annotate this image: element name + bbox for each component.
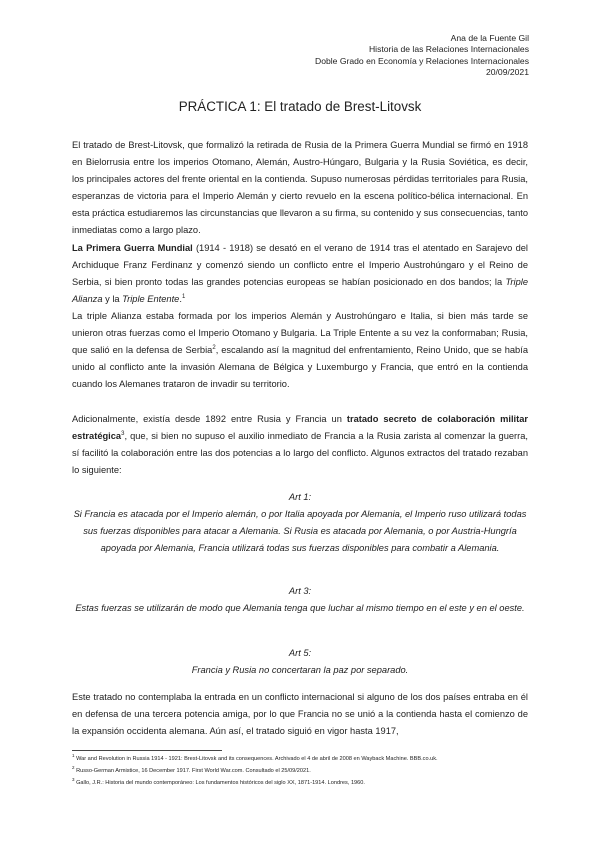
ww1-conjunction: y la: [102, 294, 123, 304]
alliance-text: La triple Alianza estaba formada por los imperios Alemán y Austrohúngaro e Italia, si bien más tarde se unieron otras fuerzas como el Imperio Otomano y Bulgaria. La Triple Entente a su vez la conformaban; Rusia, que salió en la defensa de Serbia: [72, 311, 528, 355]
article-1-heading: Art 1:: [288, 492, 312, 502]
footnote-ref-3[interactable]: 3: [121, 430, 125, 437]
header-author: Ana de la Fuente Gil: [450, 33, 529, 43]
intro-paragraph: El tratado de Brest-Litovsk, que formalizó la retirada de Rusia de la Primera Guerra Mundial se firmó en 1918 en Bielorrusia entre los imperios Otomano, Alemán, Austro-Húngaro, Bulgaria y la Rusia Soviética, es decir, los principales actores del frente oriental en la contienda. Supuso numerosas pérdidas territoriales para Rusia, esperanzas de victoria para el Imperio Alemán y cierto revuelo en la escena político-bélica internacional. En esta práctica estudiaremos las circunstancias que llevaron a su firma, su contenido y sus consecuencias, tanto inmediatas como a largo plazo.: [72, 140, 528, 235]
ww1-text: (1914 - 1918) se desató en el verano de 1914 tras el atentado en Sarajevo del Archiduque Franz Ferdinanz y comenzó siendo un conflicto entre el Imperio Austrohúngaro y el Reino de Serbia, si bien pronto todas las grandes potencias europeas se habían posicionado en dos bandos; la: [72, 243, 528, 287]
document-header: [315, 33, 529, 79]
footnote-1: [72, 753, 528, 765]
footnote-2: [72, 765, 528, 777]
header-course: Historia de las Relaciones Internacionales: [368, 44, 529, 55]
footnote-3: [72, 777, 528, 789]
triple-alianza-term: Triple Alianza: [72, 277, 528, 304]
triple-entente-term: Triple Entente: [122, 294, 180, 304]
header-date: 20/09/2021: [485, 67, 529, 78]
footnote-2-text: Russo-German Armistice, 16 December 1917. First World War.com. Consultado el 25/09/2021.: [76, 768, 311, 774]
footnotes: [72, 753, 528, 789]
ww1-heading: La Primera Guerra Mundial: [72, 243, 193, 253]
alliance-paragraph: [72, 308, 528, 393]
header-degree: Doble Grado en Economía y Relaciones Internacionales: [314, 55, 529, 66]
article-5-heading: Art 5:: [288, 648, 312, 658]
article-5: [72, 645, 528, 679]
footnote-2-number: 2: [72, 765, 75, 771]
footnote-3-text: Gallo, J.R.: Historia del mundo contemporáneo: Los fundamentos históricos del siglo XX, 1871-1914. Londres, 1960.: [76, 780, 365, 786]
footnote-1-text: War and Revolution in Russia 1914 - 1921: Brest-Litovsk and its consequences. Archivado el 4 de abril de 2008 en Wayback Machine. BBB.co.uk.: [76, 756, 438, 762]
footnote-ref-1[interactable]: 1: [181, 293, 186, 300]
footnote-1-number: 1: [72, 753, 75, 759]
closing-section: [72, 689, 528, 740]
secret-treaty-section: [72, 411, 528, 479]
secret-treaty-term: tratado secreto de colaboración militar estratégica: [72, 414, 528, 441]
ww1-section: [72, 240, 528, 393]
closing-paragraph: Este tratado no contemplaba la entrada en un conflicto internacional si alguno de los dos países entraba en él en defensa de una tercera potencia amiga, por lo que Francia no se unió a la contienda hasta el comienzo de la expansión occidenta alemana. Aún así, el tratado siguió en vigor hasta 1917,: [72, 692, 528, 736]
alliance-rest: , escalando así la magnitud del enfrentamiento, Reino Unido, que se había unido al conflicto ante la invasión Alemana de Bélgica y Luxemburgo y Francia, que entró en la contienda cuando los Alemanes trataron de invadir su territorio.: [72, 345, 528, 389]
article-5-text: Francia y Rusia no concertaran la paz por separado.: [191, 665, 409, 675]
document-title: PRÁCTICA 1: El tratado de Brest-Litovsk: [178, 99, 422, 114]
footnote-divider: [72, 750, 222, 751]
intro-section: [72, 137, 528, 239]
ww1-paragraph: [72, 240, 528, 308]
secret-rest: , que, si bien no supuso el auxilio inmediato de Francia a la Rusia zarista al comenzar la guerra, sí facilitó la colaboración entre las dos potencias a lo largo del conflicto. Algunos extractos del tratado rezaban lo siguiente:: [72, 431, 528, 475]
secret-treaty-paragraph: [72, 411, 528, 479]
article-3-text: Estas fuerzas se utilizarán de modo que Alemania tenga que luchar al mismo tiempo en el este y en el oeste.: [75, 603, 525, 613]
article-1-text: Si Francia es atacada por el Imperio alemán, o por Italia apoyada por Alemania, el Imperio ruso utilizará todas sus fuerzas disponibles para atacar a Alemania. Si Rusia es atacada por Alemania, o por Austria-Hungría apoyada por Alemania, Francia utilizará todas sus fuerzas disponibles para combatir a Alemania.: [73, 509, 527, 553]
article-3: [72, 583, 528, 617]
footnote-3-number: 3: [72, 777, 75, 783]
ww1-end: .: [179, 294, 182, 304]
footnote-ref-2[interactable]: 2: [212, 344, 216, 351]
article-1: [72, 489, 528, 557]
article-3-heading: Art 3:: [288, 586, 312, 596]
secret-start: Adicionalmente, existía desde 1892 entre Rusia y Francia un: [72, 414, 347, 424]
